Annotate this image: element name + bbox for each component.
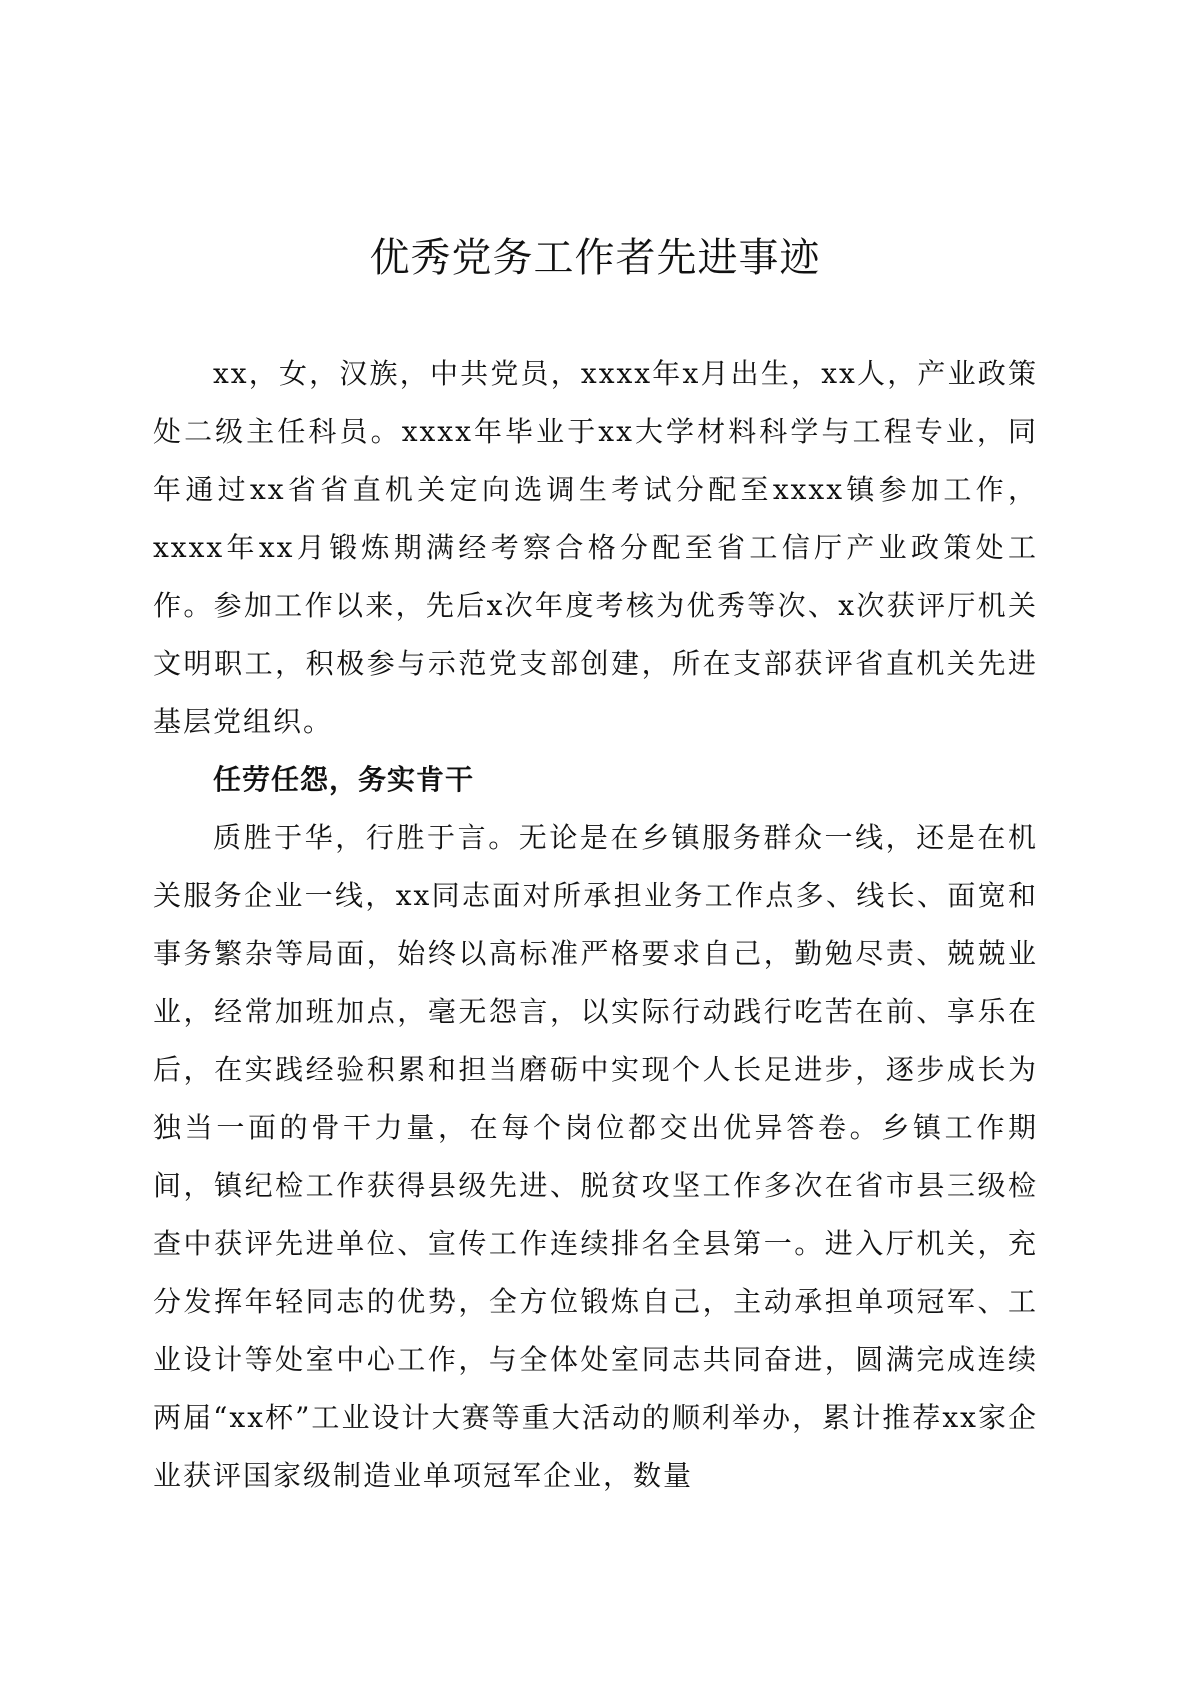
section-heading: 任劳任怨，务实肯干 bbox=[213, 763, 475, 796]
section-paragraph: 质胜于华，行胜于言。无论是在乡镇服务群众一线，还是在机关服务企业一线，xx同志面对所承担业务工作点多、线长、面宽和事务繁杂等局面，始终以高标准严格要求自己，勤勉尽责、兢兢业业，经常加班加点，毫无怨言，以实际行动践行吃苦在前、享乐在后，在实践经验积累和担当磨砺中实现个人长足进步，逐步成长为独当一面的骨干力量，在每个岗位都交出优异答卷。乡镇工作期间，镇纪检工作获得县级先进、脱贫攻坚工作多次在省市县三级检查中获评先进单位、宣传工作连续排名全县第一。进入厅机关，充分发挥年轻同志的优势，全方位锻炼自己，主动承担单项冠军、工业设计等处室中心工作，与全体处室同志共同奋进，圆满完成连续两届“xx杯”工业设计大赛等重大活动的顺利举办，累计推荐xx家企业获评国家级制造业单项冠军企业，数量 bbox=[153, 821, 1038, 1492]
document-title: 优秀党务工作者先进事迹 bbox=[369, 235, 821, 281]
intro-paragraph: xx，女，汉族，中共党员，xxxx年x月出生，xx人，产业政策处二级主任科员。xxxx年毕业于xx大学材料科学与工程专业，同年通过xx省省直机关定向选调生考试分配至xxxx镇参加工作，xxxx年xx月锻炼期满经考察合格分配至省工信厅产业政策处工作。参加工作以来，先后x次年度考核为优秀等次、x次获评厅机关文明职工，积极参与示范党支部创建，所在支部获评省直机关先进基层党组织。 bbox=[153, 357, 1038, 738]
document-body bbox=[153, 345, 1038, 1505]
